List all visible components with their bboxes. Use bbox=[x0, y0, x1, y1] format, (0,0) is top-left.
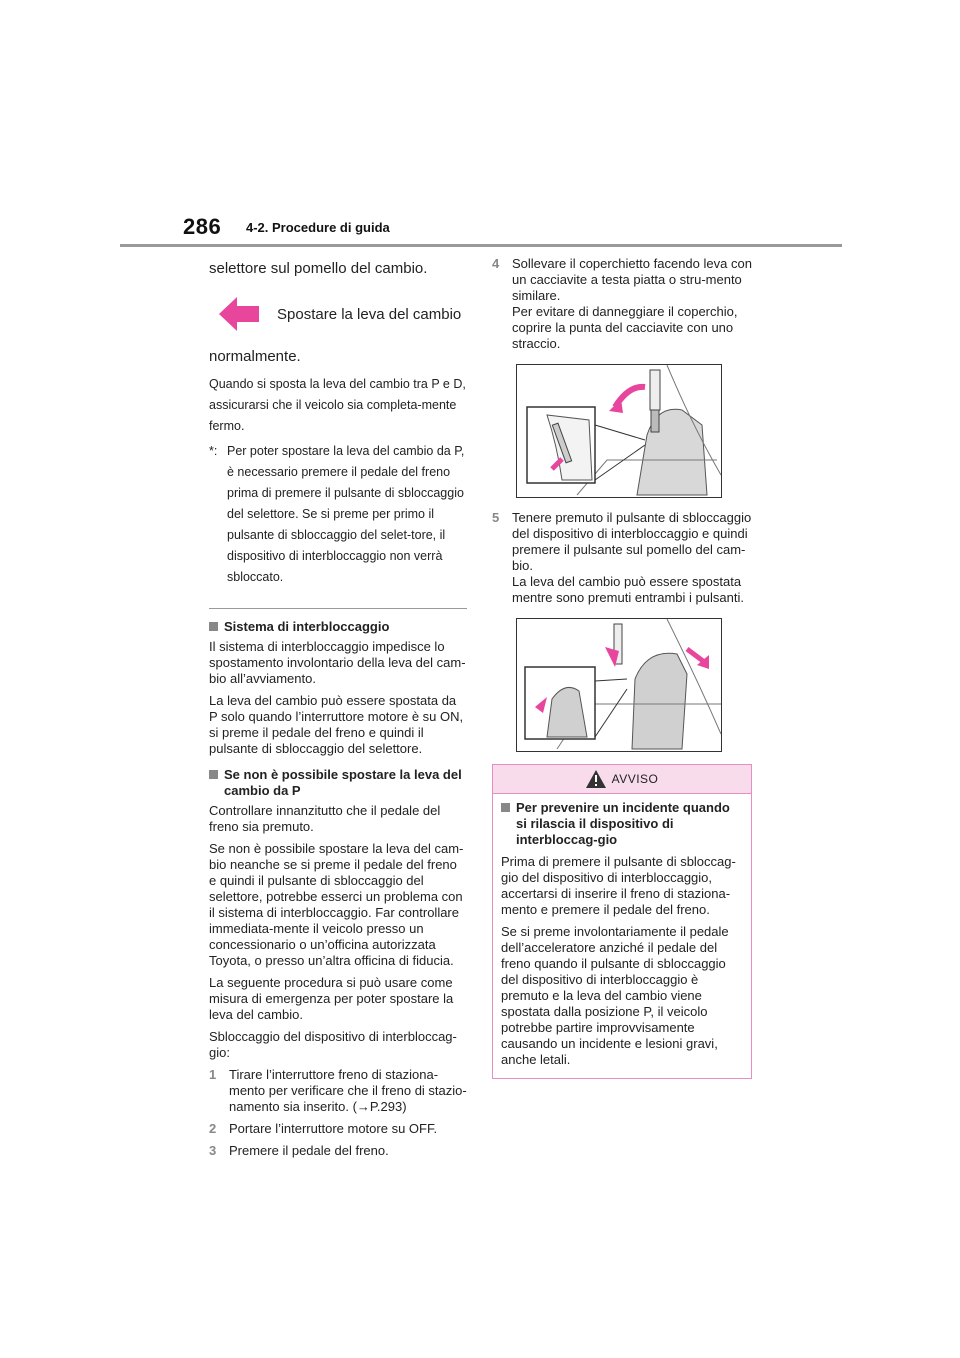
step-3 bbox=[209, 1143, 467, 1159]
sec1-p2: La leva del cambio può essere spostata da P solo quando l’interruttore motore è su ON, si preme il pedale del freno e quindi il pulsante di sbloccaggio del selettore. bbox=[209, 693, 464, 756]
warning-p1: Prima di premere il pulsante di sbloccag-gio del dispositivo di interbloccaggio, accertarsi di inserire il freno di staziona-mento e premere il pedale del freno. bbox=[501, 854, 736, 917]
step-5 bbox=[492, 510, 752, 606]
shift-lever-release-illustration bbox=[517, 619, 721, 751]
warning-title: AVVISO bbox=[611, 772, 659, 786]
shift-arrow-row bbox=[219, 294, 467, 334]
sec2-p2: Se non è possibile spostare la leva del cam-bio neanche se si preme il pedale del freno e quindi il pulsante di sbloccaggio del selettore, potrebbe esserci un problema con il sistema di interbloccaggio. Far controllare immediata-mente il veicolo presso un concessionario o un’officina autorizzata Toyota, o presso un’altra officina di fiducia. bbox=[209, 841, 464, 968]
bullet-square-icon bbox=[209, 622, 218, 631]
warning-triangle-icon bbox=[586, 770, 606, 788]
normal-text: normalmente. bbox=[209, 348, 301, 365]
step-2 bbox=[209, 1121, 467, 1137]
header-rule bbox=[120, 244, 842, 247]
sec1-p1: Il sistema di interbloccaggio impedisce lo spostamento involontario della leva del cam-bio all’avviamento. bbox=[209, 639, 466, 686]
step-1 bbox=[209, 1067, 467, 1115]
step-number: 2 bbox=[209, 1121, 217, 1136]
left-column bbox=[209, 256, 467, 1159]
step-4 bbox=[492, 256, 752, 352]
bullet-square-icon bbox=[501, 803, 510, 812]
illustration-cover-removal bbox=[516, 364, 722, 498]
warning-header bbox=[493, 765, 751, 794]
footnote-text: Per poter spostare la leva del cambio da P, è necessario premere il pedale del freno prima di premere il pulsante di sbloccaggio del selettore. Se si preme per primo il pulsante di sbloccaggio del selet-tore, il dispositivo di interbloccaggio non verrà sbloccato. bbox=[227, 444, 465, 584]
step-text: Premere il pedale del freno. bbox=[229, 1143, 389, 1158]
sec2-heading bbox=[209, 767, 467, 799]
sec2-p3: La seguente procedura si può usare come misura di emergenza per poter spostare la leva del cambio. bbox=[209, 975, 454, 1022]
intro-text: selettore sul pomello del cambio. bbox=[209, 260, 428, 277]
section-title: 4-2. Procedure di guida bbox=[246, 220, 390, 235]
step-number: 3 bbox=[209, 1143, 217, 1158]
sec1-heading bbox=[209, 619, 467, 635]
sec2-p4: Sbloccaggio del dispositivo di interbloccag-gio: bbox=[209, 1029, 457, 1060]
page-header bbox=[0, 0, 960, 250]
illustration-press-release bbox=[516, 618, 722, 752]
step-text: Tenere premuto il pulsante di sbloccaggio del dispositivo di interbloccaggio e quindi premere il pulsante sul pomello del cam-bio. La leva del cambio può essere spostata mentre sono premuti entrambi i pulsanti. bbox=[512, 510, 752, 605]
shift-lever-cover-illustration bbox=[517, 365, 721, 497]
para-stop-vehicle: Quando si sposta la leva del cambio tra P e D, assicurarsi che il veicolo sia completa-mente fermo. bbox=[209, 377, 466, 433]
bullet-square-icon bbox=[209, 770, 218, 779]
page-number: 286 bbox=[183, 214, 222, 239]
step-text: Sollevare il coperchietto facendo leva con un cacciavite a testa piatta o stru-mento similare. Per evitare di danneggiare il coperchio, coprire la punta del cacciavite con uno straccio. bbox=[512, 256, 752, 351]
warning-body bbox=[493, 794, 751, 1078]
warning-box bbox=[492, 764, 752, 1079]
right-column bbox=[492, 256, 752, 1079]
warning-heading bbox=[501, 800, 743, 848]
pink-arrow-icon bbox=[219, 297, 259, 331]
step-number: 1 bbox=[209, 1067, 217, 1082]
sec2-p1: Controllare innanzitutto che il pedale del freno sia premuto. bbox=[209, 803, 441, 834]
arrow-label: Spostare la leva del cambio bbox=[277, 305, 462, 323]
step-number: 4 bbox=[492, 256, 500, 271]
warning-p2: Se si preme involontariamente il pedale dell’acceleratore anziché il pedale del freno quando il pulsante di sbloccaggio del dispositivo di interbloccaggio è premuto e la leva del cambio viene spostata dalla posizione P, il veicolo potrebbe partire improvvisamente causando un incidente e lesioni gravi, anche letali. bbox=[501, 924, 729, 1067]
step-text: Portare l’interruttore motore su OFF. bbox=[229, 1121, 438, 1136]
sec1-title: Sistema di interbloccaggio bbox=[224, 619, 390, 634]
step-text: Tirare l’interruttore freno di staziona-mento per verificare che il freno di stazio-namento sia inserito. (→P.293) bbox=[229, 1067, 467, 1114]
warning-heading-text: Per prevenire un incidente quando si rilascia il dispositivo di interbloccag-gio bbox=[516, 800, 730, 847]
step-number: 5 bbox=[492, 510, 500, 525]
footnote bbox=[209, 441, 467, 588]
sec2-title: Se non è possibile spostare la leva del cambio da P bbox=[224, 767, 462, 798]
section-divider bbox=[209, 608, 467, 609]
footnote-mark: *: bbox=[209, 444, 218, 458]
